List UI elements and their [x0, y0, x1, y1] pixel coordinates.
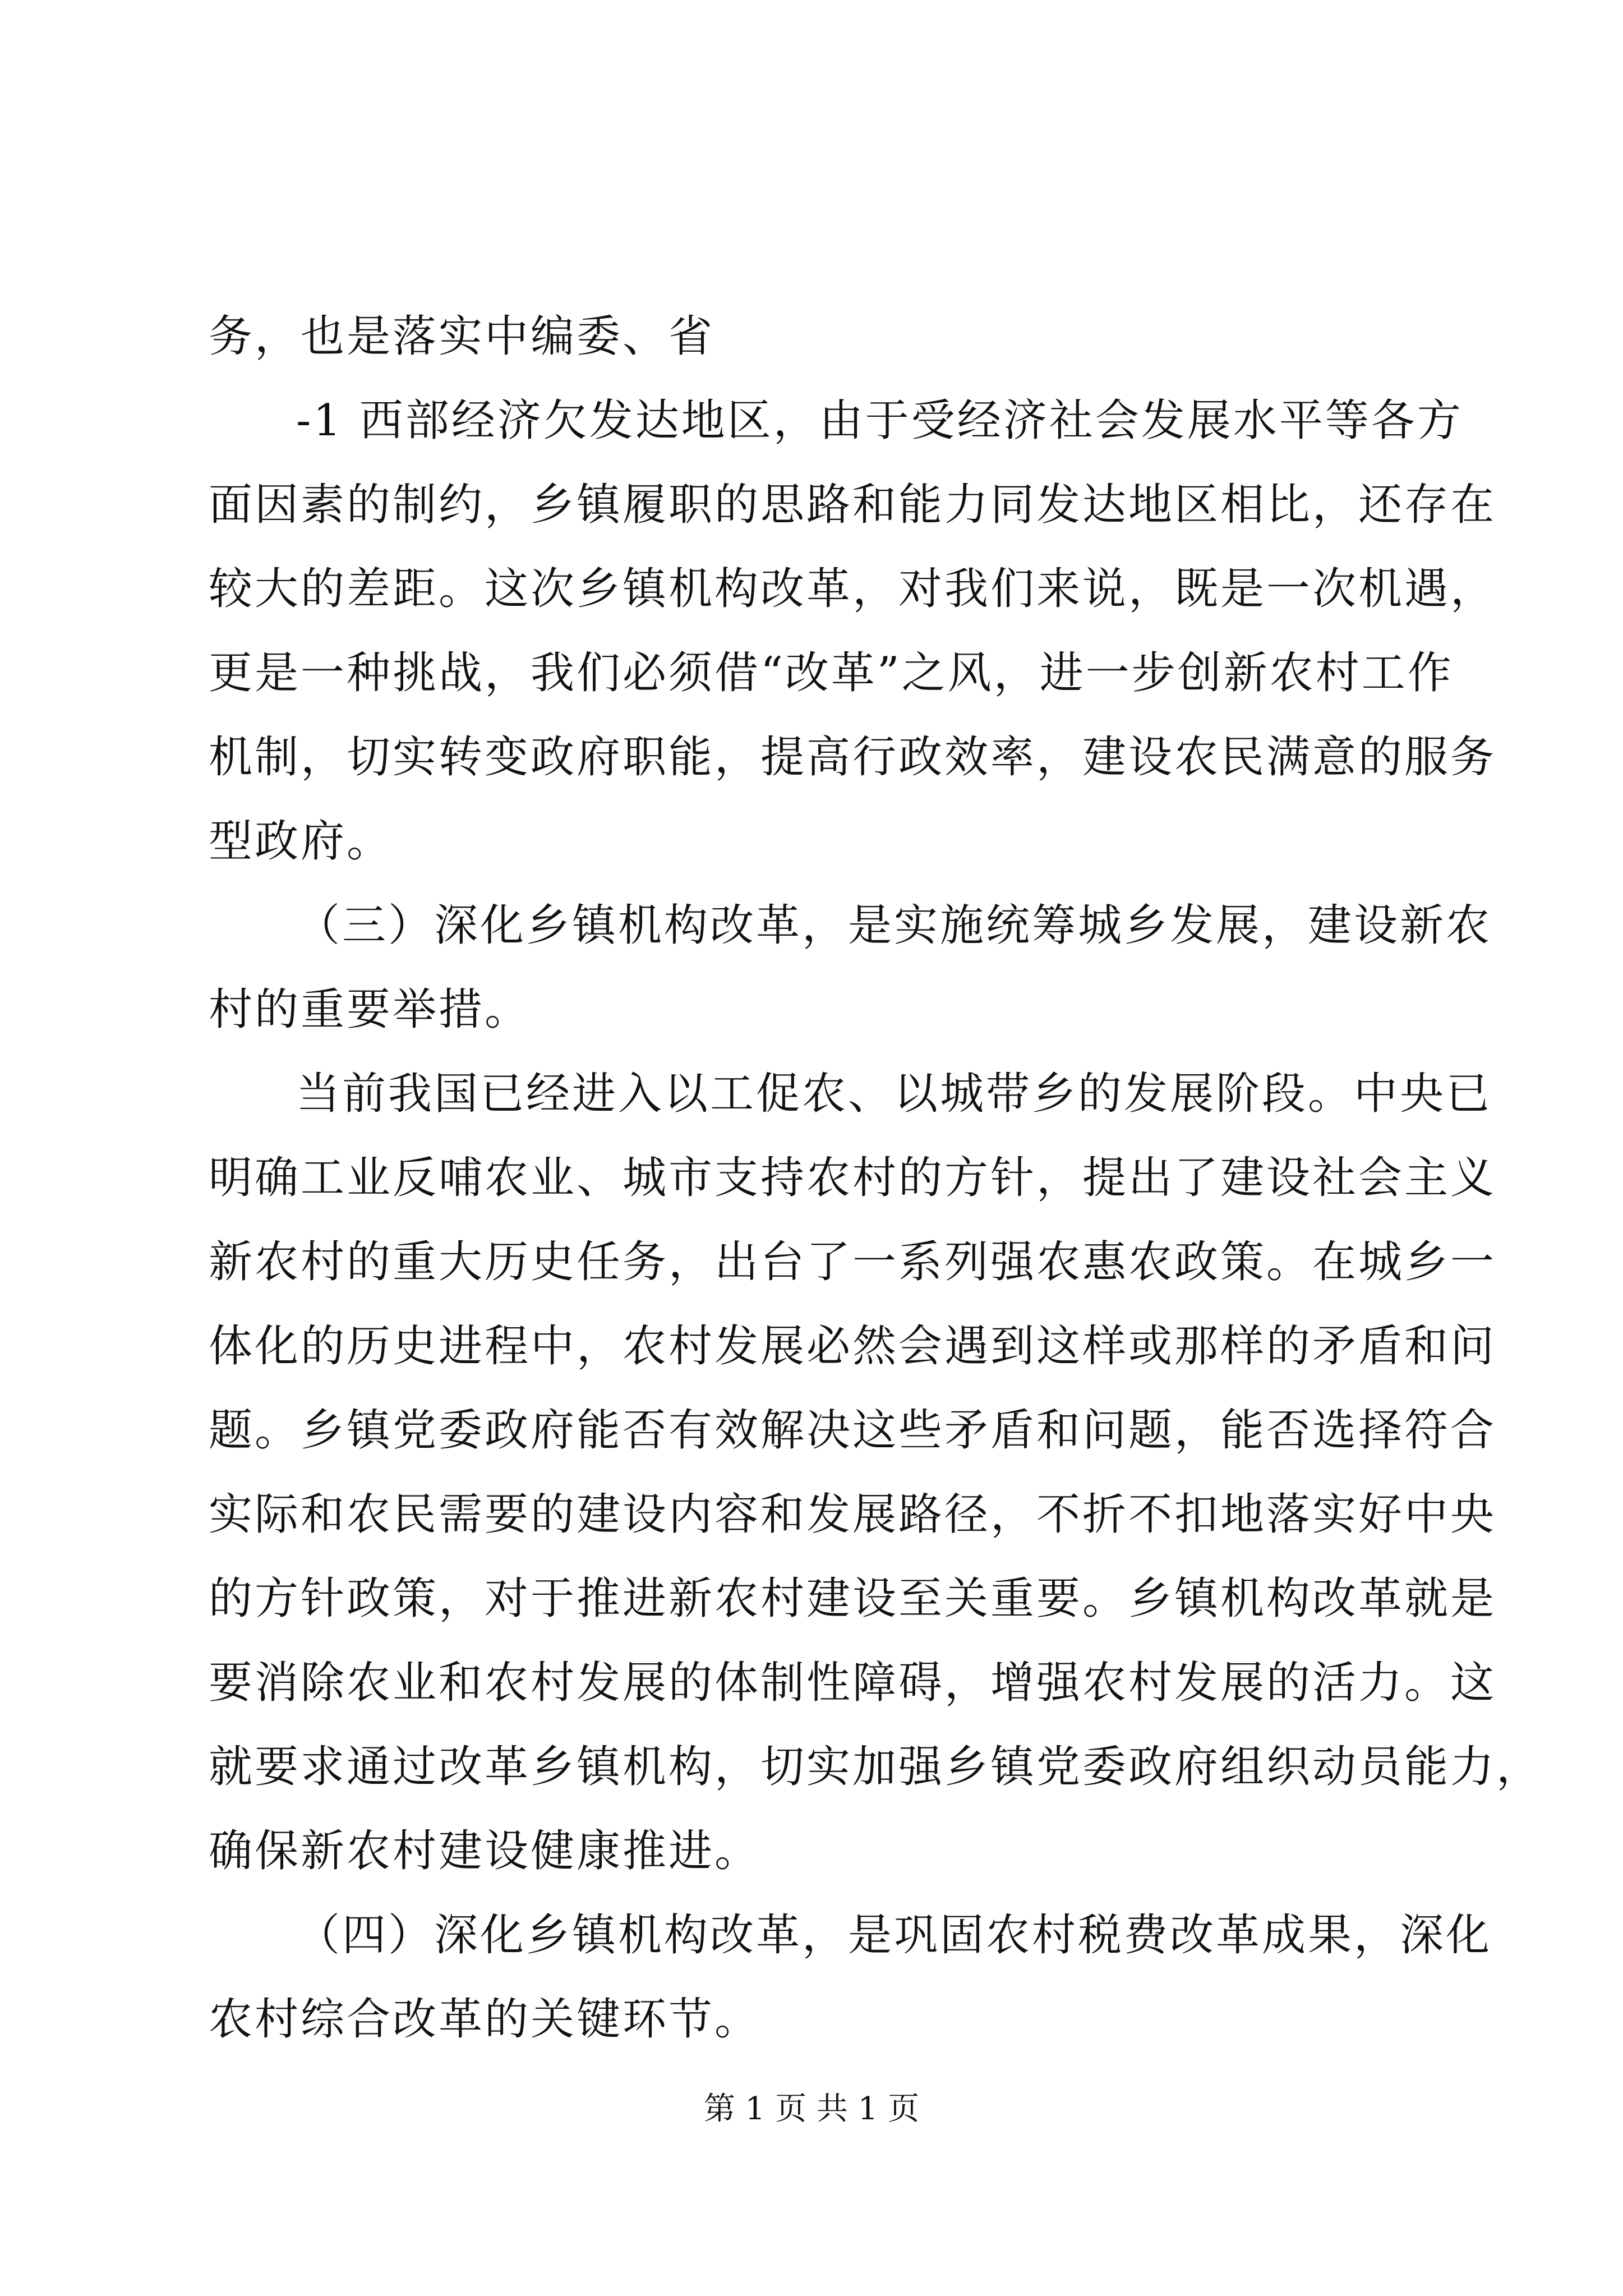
page-number-footer: 第 1 页 共 1 页	[703, 2091, 920, 2127]
text-line: 实际和农民需要的建设内容和发展路径，不折不扣地落实好中央	[209, 1489, 1497, 1540]
section-heading: （四）深化乡镇机构改革，是巩固农村税费改革成果，深化	[296, 1910, 1492, 1961]
text-line: -1 西部经济欠发达地区，由于受经济社会发展水平等各方	[296, 395, 1463, 446]
text-line: 明确工业反哺农业、城市支持农村的方针，提出了建设社会主义	[209, 1153, 1497, 1203]
text-line: 体化的历史进程中，农村发展必然会遇到这样或那样的矛盾和问	[209, 1321, 1497, 1372]
text-line: 当前我国已经进入以工促农、以城带乡的发展阶段。中央已	[296, 1069, 1492, 1119]
text-line: 就要求通过改革乡镇机构，切实加强乡镇党委政府组织动员能力，	[209, 1742, 1543, 1792]
section-heading: 村的重要举措。	[209, 984, 531, 1035]
text-line: 更是一种挑战，我们必须借“改革”之风，进一步创新农村工作	[209, 648, 1454, 698]
text-line: 面因素的制约，乡镇履职的思路和能力同发达地区相比，还存在	[209, 480, 1497, 530]
text-line: 题。乡镇党委政府能否有效解决这些矛盾和问题，能否选择符合	[209, 1405, 1497, 1456]
text-line: 较大的差距。这次乡镇机构改革，对我们来说，既是一次机遇，	[209, 564, 1497, 614]
text-line: 要消除农业和农村发展的体制性障碍，增强农村发展的活力。这	[209, 1658, 1497, 1708]
text-line: 新农村的重大历史任务，出台了一系列强农惠农政策。在城乡一	[209, 1237, 1497, 1287]
section-heading: 农村综合改革的关键环节。	[209, 1994, 761, 2045]
text-line: 的方针政策，对于推进新农村建设至关重要。乡镇机构改革就是	[209, 1573, 1497, 1624]
text-line: 型政府。	[209, 816, 393, 867]
section-heading: （三）深化乡镇机构改革，是实施统筹城乡发展，建设新农	[296, 900, 1492, 951]
text-line: 确保新农村建设健康推进。	[209, 1826, 761, 1876]
text-line: 务，也是落实中编委、省	[209, 311, 715, 362]
text-line: 机制，切实转变政府职能，提高行政效率，建设农民满意的服务	[209, 732, 1497, 783]
